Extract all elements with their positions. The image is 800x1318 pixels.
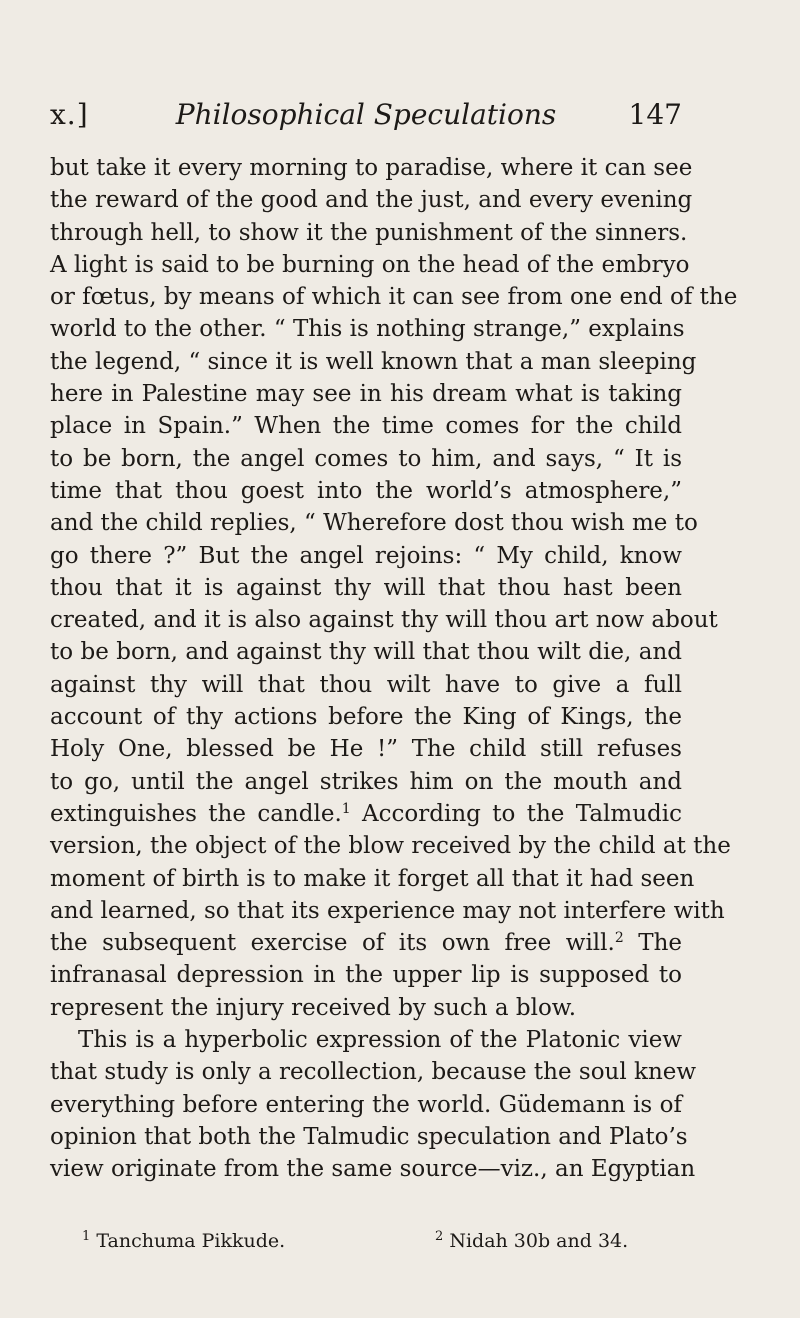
text-line <box>50 507 698 539</box>
line-text: the subsequent exercise of its own free will. <box>50 930 615 957</box>
text-line <box>50 669 682 701</box>
line-text: to be born, and against thy will that thou wilt die, and <box>50 639 682 666</box>
line-text: view originate from the same source—viz., an Egyptian <box>50 1156 696 1183</box>
text-line <box>50 410 682 442</box>
chapter-marker: x.] <box>50 98 89 131</box>
text-line <box>50 313 685 345</box>
line-text: This is a hyperbolic expression of the Platonic view <box>78 1027 682 1054</box>
line-text: world to the other. “ This is nothing strange,” explains <box>50 316 685 343</box>
text-line <box>50 1089 682 1121</box>
line-text: place in Spain.” When the time comes for the child <box>50 413 682 440</box>
footnote-text: Nidah 30b and 34. <box>449 1230 629 1252</box>
line-text: moment of birth is to make it forget all that it had seen <box>50 865 695 892</box>
text-line <box>50 1121 688 1153</box>
text-line <box>50 184 693 216</box>
text-line <box>50 540 682 572</box>
line-text: A light is said to be burning on the head of the embryo <box>50 251 690 278</box>
line-text: that study is only a recollection, because the soul knew <box>50 1059 697 1086</box>
line-text: opinion that both the Talmudic speculation and Plato’s <box>50 1123 688 1150</box>
text-line <box>50 1024 682 1056</box>
footnote-mark: 2 <box>435 1229 444 1244</box>
text-line <box>50 733 682 765</box>
text-line <box>50 1056 697 1088</box>
text-line <box>50 378 682 410</box>
line-text: extinguishes the candle. <box>50 800 342 827</box>
text-line <box>50 636 682 668</box>
text-line <box>50 281 738 313</box>
line-text: against thy will that thou wilt have to give a full <box>50 671 682 698</box>
line-text: through hell, to show it the punishment of the sinners. <box>50 219 688 246</box>
text-line <box>50 895 725 927</box>
text-line <box>50 346 697 378</box>
line-text: represent the injury received by such a blow. <box>50 994 577 1021</box>
line-text: or fœtus, by means of which it can see from one end of the <box>50 284 738 311</box>
line-text-continued: The <box>623 930 683 957</box>
footnote <box>82 1230 285 1252</box>
line-text: created, and it is also against thy will thou art now about <box>50 607 718 634</box>
text-line <box>50 798 682 830</box>
line-text-continued: According to the Talmudic <box>350 800 682 827</box>
text-line <box>50 572 682 604</box>
text-line <box>50 701 682 733</box>
line-text: everything before entering the world. Güdemann is of <box>50 1091 682 1118</box>
line-text: version, the object of the blow received by the child at the <box>50 833 731 860</box>
footnote <box>435 1230 628 1252</box>
line-text: thou that it is against thy will that thou hast been <box>50 574 682 601</box>
body-text <box>50 152 738 1186</box>
text-line <box>50 992 682 1024</box>
line-text: go there ?” But the angel rejoins: “ My child, know <box>50 542 682 569</box>
line-text: time that thou goest into the world’s atmosphere,” <box>50 477 682 504</box>
text-line <box>50 249 690 281</box>
running-title: Philosophical Speculations <box>175 98 557 131</box>
line-text: account of thy actions before the King of Kings, the <box>50 704 682 731</box>
text-line <box>50 927 682 959</box>
text-line <box>50 863 695 895</box>
footnote-mark: 1 <box>82 1229 91 1244</box>
text-line <box>50 959 682 991</box>
text-line <box>50 1153 696 1185</box>
footnote-reference: 2 <box>614 930 624 947</box>
line-text: and learned, so that its experience may not interfere with <box>50 897 725 924</box>
text-line <box>50 443 682 475</box>
page-number: 147 <box>628 98 682 131</box>
line-text: to go, until the angel strikes him on the mouth and <box>50 768 682 795</box>
line-text: but take it every morning to paradise, where it can see <box>50 155 693 181</box>
text-line <box>50 604 718 636</box>
footnote-reference: 1 <box>341 800 351 817</box>
line-text: here in Palestine may see in his dream what is taking <box>50 381 682 408</box>
line-text: the reward of the good and the just, and every evening <box>50 187 693 214</box>
footnote-text: Tanchuma Pikkude. <box>96 1230 286 1252</box>
text-line <box>50 766 682 798</box>
line-text: the legend, “ since it is well known that a man sleeping <box>50 348 697 375</box>
running-header <box>50 98 682 138</box>
line-text: infranasal depression in the upper lip is supposed to <box>50 962 682 989</box>
line-text: Holy One, blessed be He !” The child still refuses <box>50 736 682 763</box>
text-line <box>50 152 693 184</box>
line-text: to be born, the angel comes to him, and says, “ It is <box>50 445 682 472</box>
text-line <box>50 830 731 862</box>
text-line <box>50 475 682 507</box>
line-text: and the child replies, “ Wherefore dost thou wish me to <box>50 510 698 537</box>
text-line <box>50 217 688 249</box>
